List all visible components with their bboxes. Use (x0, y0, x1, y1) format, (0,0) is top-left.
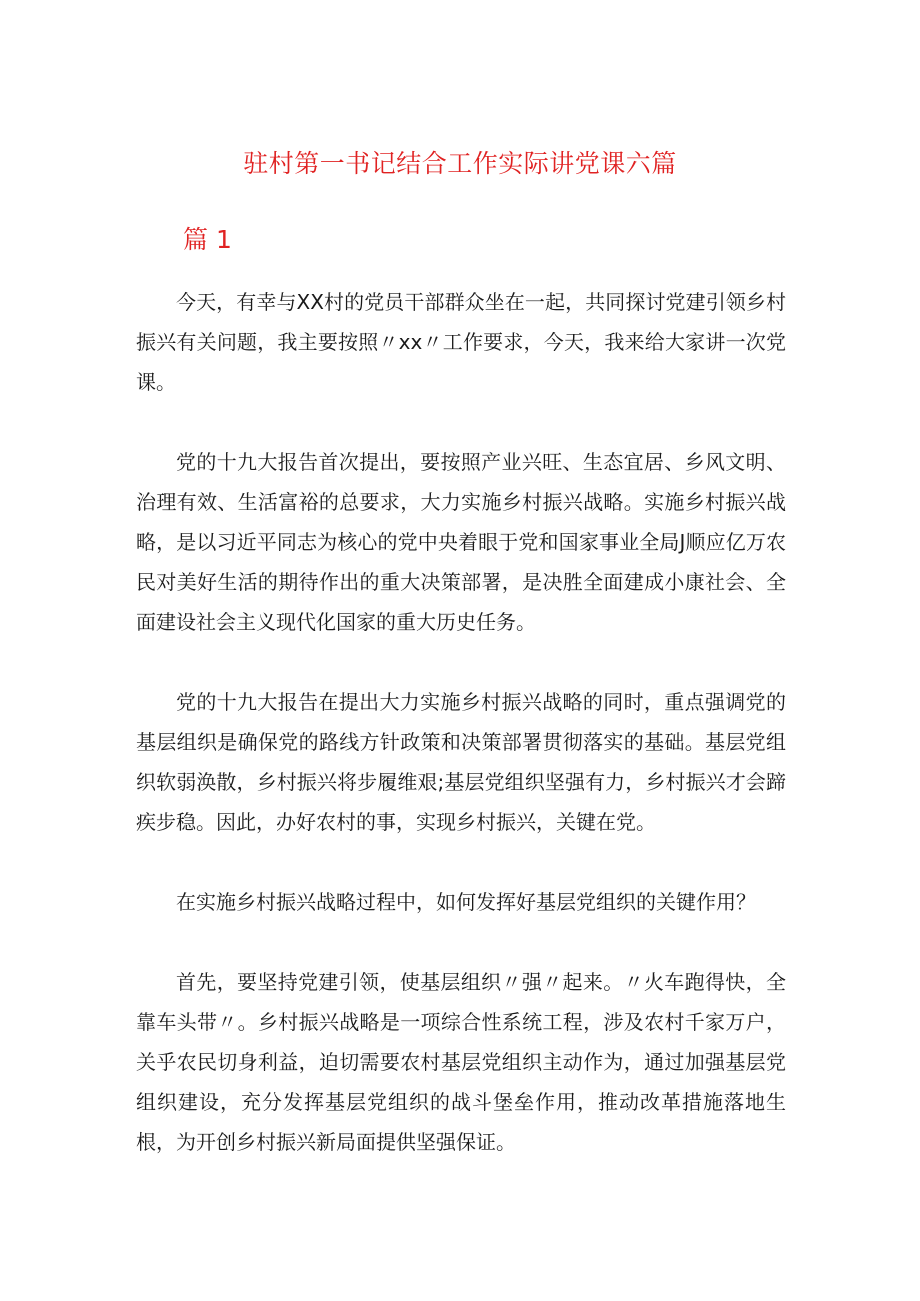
paragraph-1: 今天，有幸与XX村的党员干部群众坐在一起，共同探讨党建引领乡村振兴有关问题，我主要按照〃xx〃工作要求，今天，我来给大家讲一次党课。 (136, 290, 786, 394)
document-body (136, 282, 786, 1202)
document-title: 驻村第一书记结合工作实际讲党课六篇 (243, 149, 677, 178)
paragraph-3: 党的十九大报告在提出大力实施乡村振兴战略的同时，重点强调党的基层组织是确保党的路线方针政策和决策部署贯彻落实的基础。基层党组织软弱涣散，乡村振兴将步履维艰;基层党组织坚强有力，乡村振兴才会蹄疾步稳。因此，办好农村的事，实现乡村振兴，关键在党。 (136, 690, 786, 834)
paragraph-5: 首先，要坚持党建引领，使基层组织〃强〃起来。〃火车跑得快，全靠车头带〃。乡村振兴战略是一项综合性系统工程，涉及农村千家万户，关乎农民切身利益，迫切需要农村基层党组织主动作为，通过加强基层党组织建设，充分发挥基层党组织的战斗堡垒作用，推动改革措施落地生根，为开创乡村振兴新局面提供坚强保证。 (136, 970, 786, 1154)
section-heading: 篇 1 (183, 225, 232, 254)
paragraph-2: 党的十九大报告首次提出，要按照产业兴旺、生态宜居、乡风文明、治理有效、生活富裕的总要求，大力实施乡村振兴战略。实施乡村振兴战略，是以习近平同志为核心的党中央着眼于党和国家事业全局J顺应亿万农民对美好生活的期待作出的重大决策部署，是决胜全面建成小康社会、全面建设社会主义现代化国家的重大历史任务。 (136, 450, 786, 634)
paragraph-4: 在实施乡村振兴战略过程中，如何发挥好基层党组织的关键作用？ (176, 890, 756, 914)
